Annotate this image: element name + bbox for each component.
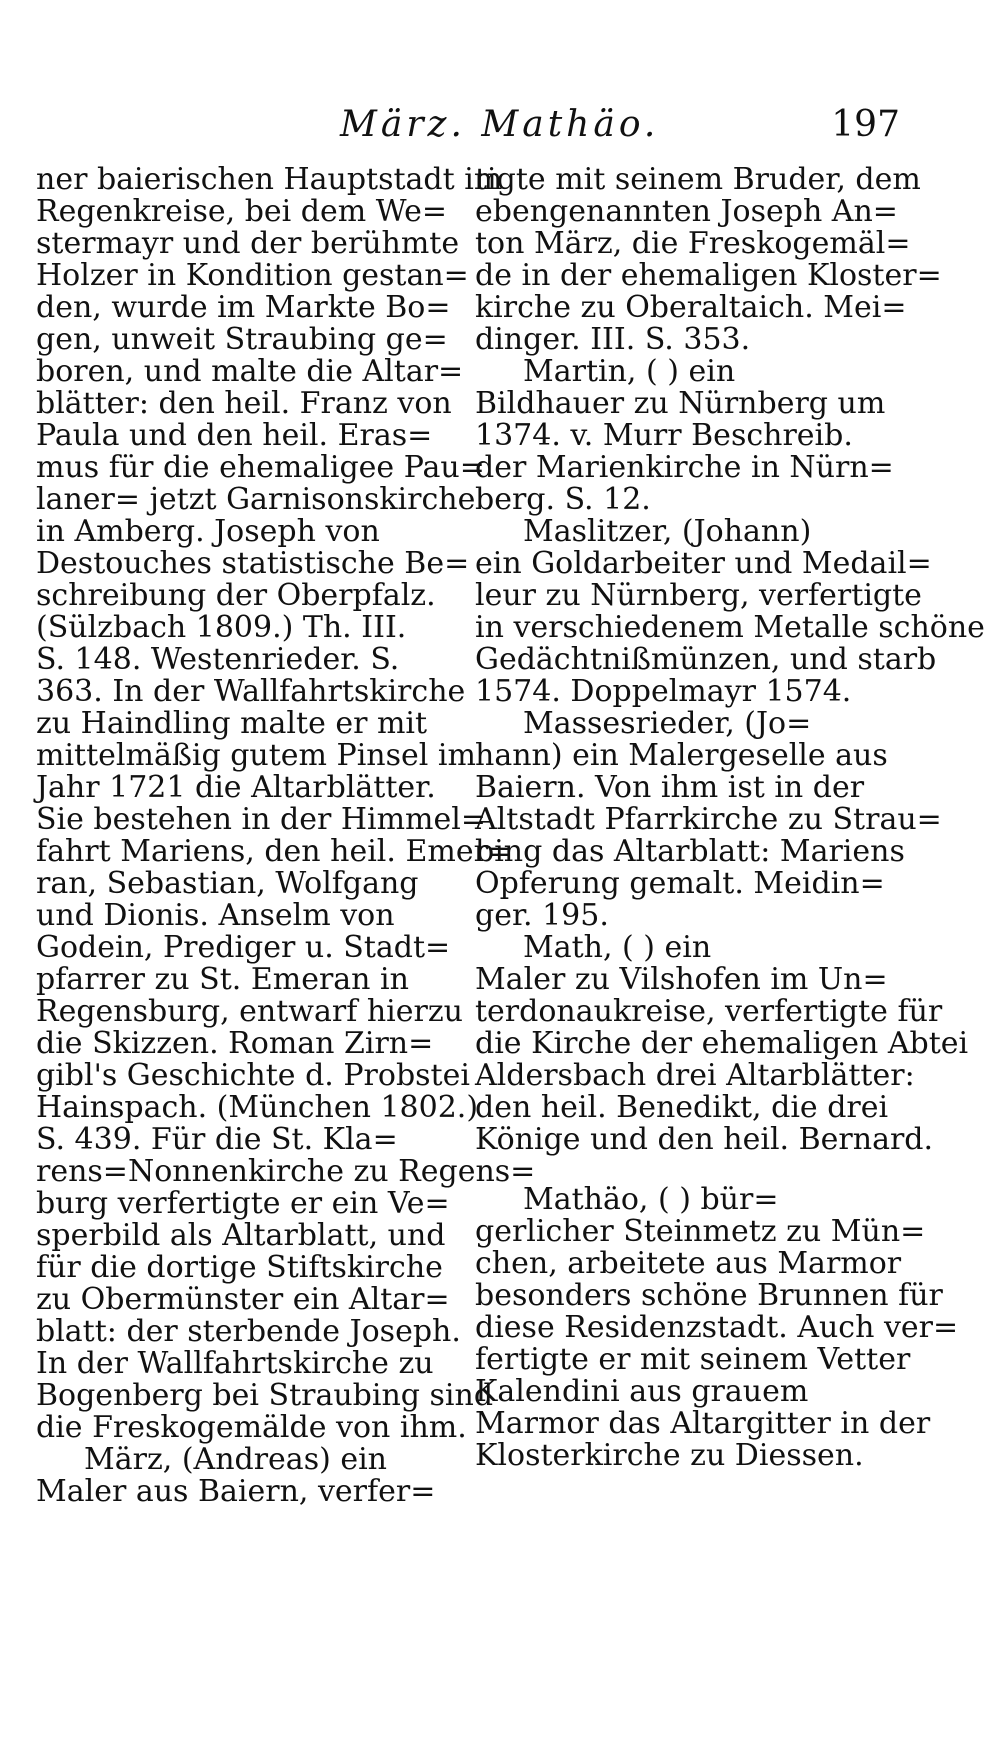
text-line: für die dortige Stiftskirche <box>36 1250 443 1285</box>
text-line: Paula und den heil. Eras= <box>36 418 433 453</box>
text-line: in Amberg. Joseph von <box>36 514 380 549</box>
entry-heading-line: Massesrieder, (Jo= <box>523 706 812 741</box>
text-line: Bogenberg bei Straubing sind <box>36 1378 494 1413</box>
text-line: Regensburg, entwarf hierzu <box>36 994 463 1029</box>
text-line: in verschiedenem Metalle schöne <box>475 610 985 645</box>
text-line: S. 439. Für die St. Kla= <box>36 1122 398 1157</box>
entry-spacer <box>475 1156 895 1184</box>
entry-heading-line: Martin, ( ) ein <box>523 354 736 389</box>
text-line: laner= jetzt Garnisonskirche <box>36 482 476 517</box>
text-line: den, wurde im Markte Bo= <box>36 290 451 325</box>
text-line: berg. S. 12. <box>475 482 651 517</box>
text-line: besonders schöne Brunnen für <box>475 1278 943 1313</box>
text-line: Maler aus Baiern, verfer= <box>36 1474 436 1509</box>
entry-heading-line: März, (Andreas) ein <box>84 1442 388 1477</box>
text-line: Hainspach. (München 1802.) <box>36 1090 479 1125</box>
text-line: kirche zu Oberaltaich. Mei= <box>475 290 907 325</box>
text-line: ton März, die Freskogemäl= <box>475 226 911 261</box>
text-line: leur zu Nürnberg, verfertigte <box>475 578 922 613</box>
text-line: ran, Sebastian, Wolfgang <box>36 866 419 901</box>
text-line: blätter: den heil. Franz von <box>36 386 452 421</box>
text-line: fertigte er mit seinem Vetter <box>475 1342 911 1377</box>
text-line: Destouches statistische Be= <box>36 546 470 581</box>
text-line: burg verfertigte er ein Ve= <box>36 1186 450 1221</box>
text-line: 1574. Doppelmayr 1574. <box>475 674 852 709</box>
text-line: Baiern. Von ihm ist in der <box>475 770 865 805</box>
text-line: den heil. Benedikt, die drei <box>475 1090 889 1125</box>
text-line: ger. 195. <box>475 898 609 933</box>
text-line: Holzer in Kondition gestan= <box>36 258 469 293</box>
text-line: diese Residenzstadt. Auch ver= <box>475 1310 959 1345</box>
text-line: (Sülzbach 1809.) Th. III. <box>36 610 407 645</box>
text-line: Könige und den heil. Bernard. <box>475 1122 934 1157</box>
text-line: bing das Altarblatt: Mariens <box>475 834 905 869</box>
text-line: ein Goldarbeiter und Medail= <box>475 546 932 581</box>
text-line: In der Wallfahrtskirche zu <box>36 1346 434 1381</box>
text-line: Bildhauer zu Nürnberg um <box>475 386 886 421</box>
text-line: zu Haindling malte er mit <box>36 706 428 741</box>
text-line: zu Obermünster ein Altar= <box>36 1282 450 1317</box>
text-line: und Dionis. Anselm von <box>36 898 395 933</box>
right-column <box>475 162 985 1473</box>
text-line: die Freskogemälde von ihm. <box>36 1410 467 1445</box>
text-line: fahrt Mariens, den heil. Emer= <box>36 834 514 869</box>
text-line: Regenkreise, bei dem We= <box>36 194 448 229</box>
text-line: de in der ehemaligen Kloster= <box>475 258 942 293</box>
text-line: Godein, Prediger u. Stadt= <box>36 930 451 965</box>
text-line: 363. In der Wallfahrtskirche <box>36 674 466 709</box>
text-line: blatt: der sterbende Joseph. <box>36 1314 461 1349</box>
text-line: ebengenannten Joseph An= <box>475 194 898 229</box>
text-line: dinger. III. S. 353. <box>475 322 751 357</box>
text-line: hann) ein Malergeselle aus <box>475 738 888 773</box>
text-line: Maler zu Vilshofen im Un= <box>475 962 888 997</box>
left-column <box>36 162 536 1509</box>
text-line: ner baierischen Hauptstadt im <box>36 162 503 197</box>
text-line: stermayr und der berühmte <box>36 226 460 261</box>
text-line: pfarrer zu St. Emeran in <box>36 962 409 997</box>
text-line: gen, unweit Straubing ge= <box>36 322 448 357</box>
text-line: Sie bestehen in der Himmel= <box>36 802 486 837</box>
text-line: Opferung gemalt. Meidin= <box>475 866 885 901</box>
text-line: gibl's Geschichte d. Probstei <box>36 1058 470 1093</box>
text-line: Marmor das Altargitter in der <box>475 1406 931 1441</box>
text-line: die Kirche der ehemaligen Abtei <box>475 1026 969 1061</box>
text-line: mus für die ehemaligee Pau= <box>36 450 485 485</box>
page-header <box>0 104 1000 154</box>
text-line: terdonaukreise, verfertigte für <box>475 994 943 1029</box>
text-line: die Skizzen. Roman Zirn= <box>36 1026 434 1061</box>
text-line: sperbild als Altarblatt, und <box>36 1218 446 1253</box>
page-number: 197 <box>831 104 900 145</box>
text-line: gerlicher Steinmetz zu Mün= <box>475 1214 926 1249</box>
running-title: März. Mathäo. <box>340 104 660 145</box>
text-line: chen, arbeitete aus Marmor <box>475 1246 902 1281</box>
text-line: rens=Nonnenkirche zu Regens= <box>36 1154 536 1189</box>
entry-heading-line: Math, ( ) ein <box>523 930 712 965</box>
text-line: S. 148. Westenrieder. S. <box>36 642 400 677</box>
text-line: mittelmäßig gutem Pinsel im <box>36 738 476 773</box>
text-line: 1374. v. Murr Beschreib. <box>475 418 853 453</box>
text-line: Kalendini aus grauem <box>475 1374 809 1409</box>
text-line: Aldersbach drei Altarblätter: <box>475 1058 915 1093</box>
text-line: boren, und malte die Altar= <box>36 354 464 389</box>
entry-heading-line: Maslitzer, (Johann) <box>523 514 812 549</box>
text-line: Klosterkirche zu Diessen. <box>475 1438 864 1473</box>
entry-heading-line: Mathäo, ( ) bür= <box>523 1182 779 1217</box>
text-line: Jahr 1721 die Altarblätter. <box>36 770 436 805</box>
text-line: tigte mit seinem Bruder, dem <box>475 162 921 197</box>
text-line: der Marienkirche in Nürn= <box>475 450 894 485</box>
text-line: schreibung der Oberpfalz. <box>36 578 436 613</box>
text-line: Altstadt Pfarrkirche zu Strau= <box>475 802 942 837</box>
text-line: Gedächtnißmünzen, und starb <box>475 642 937 677</box>
